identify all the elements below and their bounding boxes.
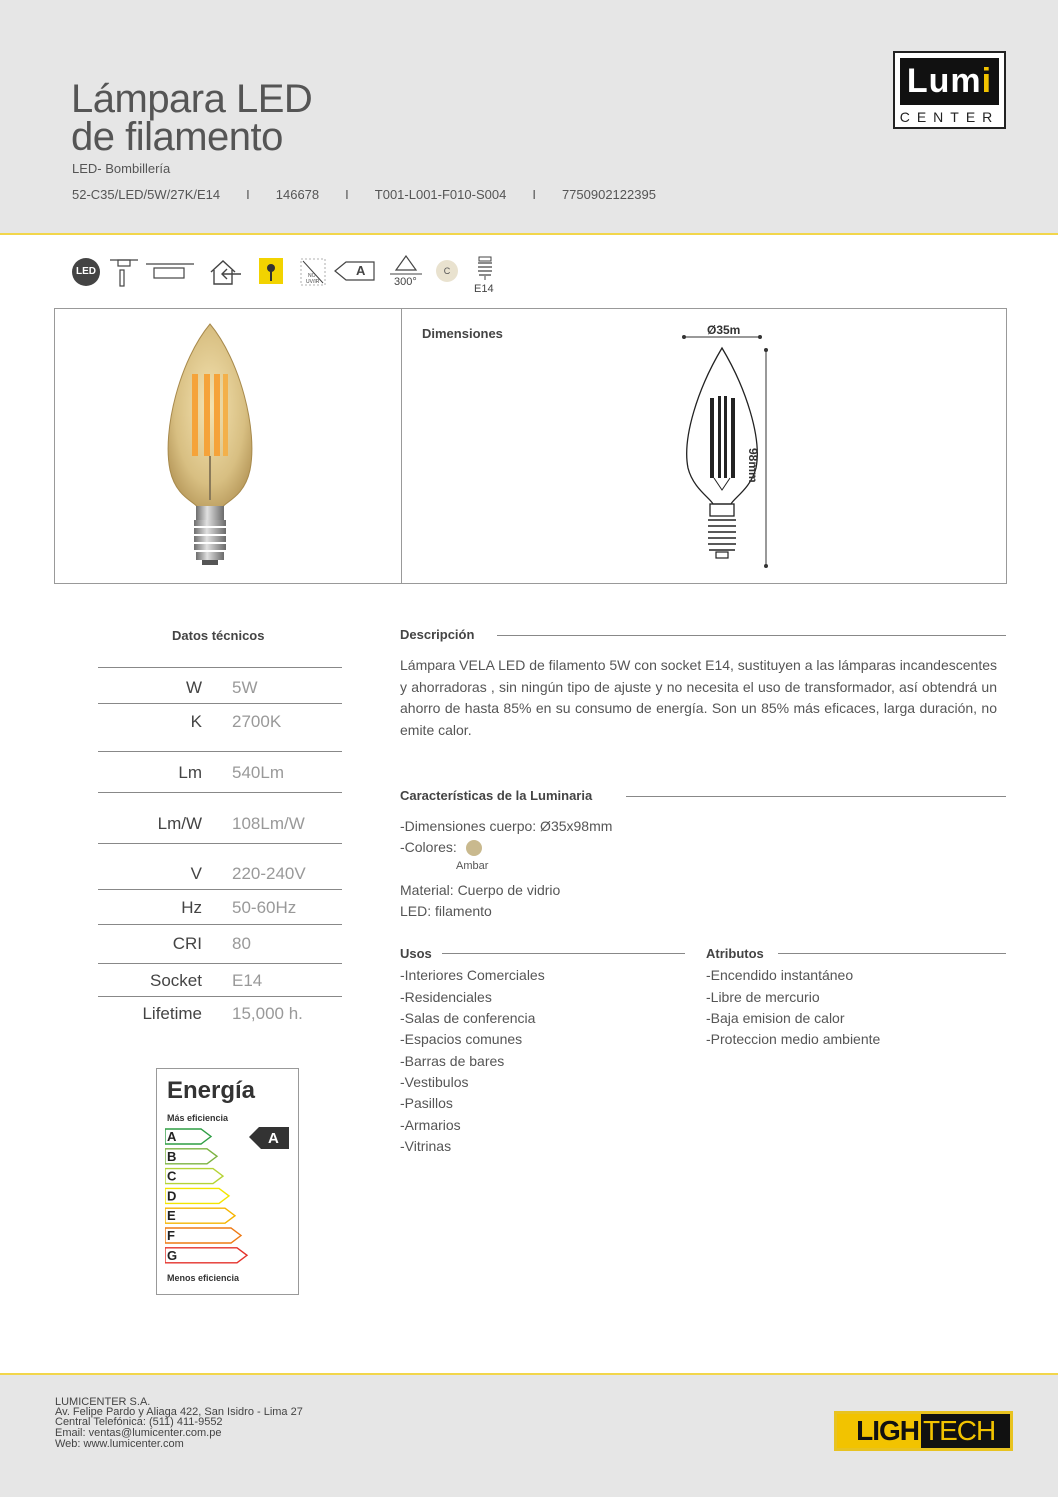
tech-label: Hz [181, 898, 202, 917]
tech-row [98, 889, 342, 924]
catalog-code: T001-L001-F010-S004 [374, 187, 507, 202]
tech-label: Socket [150, 971, 202, 990]
led-spec: LED: filamento [400, 903, 492, 919]
uso-item: -Vestibulos [400, 1074, 469, 1090]
logo-lum: Lum [906, 62, 982, 100]
logo-i: i [981, 62, 993, 100]
energy-scale [165, 1127, 295, 1269]
recessed-mount-icon [108, 256, 142, 290]
atributos-title: Atributos [706, 946, 764, 961]
svg-text:UV/IR: UV/IR [306, 279, 320, 285]
description-text: Lámpara VELA LED de filamento 5W con socket E14, sustituyen a las lámparas incandescentes y ahorradoras , sin ningún tipo de ajuste y no necesita el uso de transformador, así obtendrá un ahorro de hasta 85% en su consumo de energía. Son un 85% más eficaces, larga duración, no emite calor. [400, 657, 997, 738]
product-codes [72, 187, 656, 202]
dimensions-spec: -Dimensiones cuerpo: Ø35x98mm [400, 818, 613, 834]
amber-swatch [466, 840, 482, 856]
led-icon [72, 258, 100, 286]
tech-label: W [185, 678, 202, 697]
uso-item: -Barras de bares [400, 1053, 505, 1069]
model-code: 52-C35/LED/5W/27K/E14 [72, 187, 221, 202]
uso-item: -Interiores Comerciales [400, 967, 545, 983]
characteristics-title: Características de la Luminaria [400, 788, 593, 803]
lumicenter-logo [893, 51, 1006, 129]
atributo-item: -Encendido instantáneo [706, 967, 854, 983]
tech-label: K [190, 712, 202, 731]
color-temp-label: C [443, 266, 451, 276]
indoor-use-icon [208, 258, 244, 288]
footer-email: Email: ventas@lumicenter.com.pe [55, 1427, 222, 1439]
beam-angle-icon [386, 254, 426, 294]
uso-item: -Residenciales [400, 989, 492, 1005]
energy-class-arrow-f [165, 1228, 241, 1243]
product-photo [160, 320, 260, 570]
tech-row [98, 963, 342, 996]
tech-row [98, 792, 342, 843]
title-line-2: de filamento [71, 115, 283, 159]
tech-value: E14 [232, 971, 263, 990]
energy-class-icon-label: A [356, 263, 366, 278]
tech-value: 5W [232, 678, 258, 697]
usos-rule [442, 953, 685, 954]
filament-icon [259, 258, 283, 284]
uso-item: -Salas de conferencia [400, 1010, 536, 1026]
tech-label: Lm [178, 763, 202, 782]
tech-row [98, 751, 342, 792]
tech-value: 540Lm [232, 763, 284, 782]
tech-label: Lifetime [142, 1004, 202, 1023]
lightech-logo [834, 1411, 1013, 1451]
lightech-tech: TECH [923, 1415, 996, 1446]
material-spec: Material: Cuerpo de vidrio [400, 882, 561, 898]
uso-item: -Espacios comunes [400, 1031, 523, 1047]
dimension-drawing [676, 318, 796, 573]
energy-class-letter: A [167, 1129, 177, 1144]
dimensions-title: Dimensiones [422, 326, 503, 341]
tech-value: 220-240V [232, 864, 306, 883]
description-title: Descripción [400, 627, 475, 642]
energy-class-letter: B [167, 1148, 177, 1164]
atributo-item: -Libre de mercurio [706, 989, 820, 1005]
page-title [71, 77, 313, 159]
code-separator: I [246, 187, 250, 202]
code-separator: I [345, 187, 349, 202]
uso-item: -Pasillos [400, 1095, 453, 1111]
energy-class-letter: C [167, 1168, 177, 1184]
color-temp-icon [436, 260, 458, 282]
characteristics-rule [626, 796, 1006, 797]
atributo-item: -Baja emision de calor [706, 1010, 845, 1026]
usos-title: Usos [400, 946, 432, 961]
footer-web: Web: www.lumicenter.com [55, 1438, 184, 1450]
code-separator: I [532, 187, 536, 202]
tech-value: 2700K [232, 712, 282, 731]
height-label: 98mm [746, 448, 760, 483]
energy-class-letter: G [167, 1247, 178, 1263]
tech-label: Lm/W [157, 814, 202, 833]
tech-value: 50-60Hz [232, 898, 297, 917]
footer-company: LUMICENTER S.A. [55, 1396, 151, 1408]
barcode-number: 7750902122395 [561, 187, 656, 202]
beam-angle-value: 300° [394, 276, 417, 288]
energy-less-efficiency: Menos eficiencia [167, 1273, 240, 1283]
color-name: Ambar [456, 860, 489, 872]
sku-code: 146678 [275, 187, 320, 202]
description-rule [497, 635, 1006, 636]
energy-label [156, 1068, 299, 1295]
energy-class-letter: F [167, 1228, 175, 1243]
svg-text:NO: NO [308, 273, 316, 279]
tech-data-title: Datos técnicos [172, 628, 265, 643]
energy-class-icon [334, 261, 376, 281]
tech-value: 15,000 h. [232, 1004, 303, 1023]
footer-phone: Central Telefónica: (511) 411-9552 [55, 1416, 223, 1428]
ceiling-mount-icon [146, 260, 196, 284]
tech-row [98, 924, 342, 963]
led-icon-label: LED [76, 266, 96, 277]
energy-rating-letter: A [268, 1130, 279, 1147]
energy-class-letter: E [167, 1208, 176, 1224]
e14-socket-icon [470, 256, 498, 296]
diameter-label: Ø35m [707, 323, 741, 337]
lightech-light: LIGH [837, 1414, 921, 1448]
atributo-item: -Proteccion medio ambiente [706, 1031, 881, 1047]
logo-wordmark [900, 58, 999, 105]
socket-label: E14 [474, 283, 494, 295]
title-line-1: Lámpara LED [71, 77, 313, 121]
tech-row [98, 703, 342, 751]
atributos-rule [778, 953, 1006, 954]
tech-value: 108Lm/W [232, 814, 305, 833]
energy-title: Energía [167, 1077, 256, 1104]
energy-class-letter: D [167, 1188, 177, 1204]
uso-item: -Vitrinas [400, 1138, 452, 1154]
uso-item: -Armarios [400, 1117, 461, 1133]
energy-more-efficiency: Más eficiencia [167, 1113, 229, 1123]
tech-row [98, 843, 342, 889]
tech-row [98, 996, 342, 1030]
no-uv-ir-icon [300, 258, 326, 286]
tech-row [98, 667, 342, 703]
category-subtitle: LED- Bombillería [72, 161, 171, 176]
footer-address: Av. Felipe Pardo y Aliaga 422, San Isidro - Lima 27 [55, 1406, 303, 1418]
box-divider [401, 309, 402, 583]
tech-label: CRI [172, 934, 202, 953]
logo-center: CENTER [899, 109, 1000, 125]
tech-label: V [190, 864, 202, 883]
tech-value: 80 [232, 934, 251, 953]
colors-label: -Colores: [400, 839, 457, 855]
energy-class-arrow-g [165, 1248, 247, 1263]
feature-icons-row [70, 254, 530, 296]
